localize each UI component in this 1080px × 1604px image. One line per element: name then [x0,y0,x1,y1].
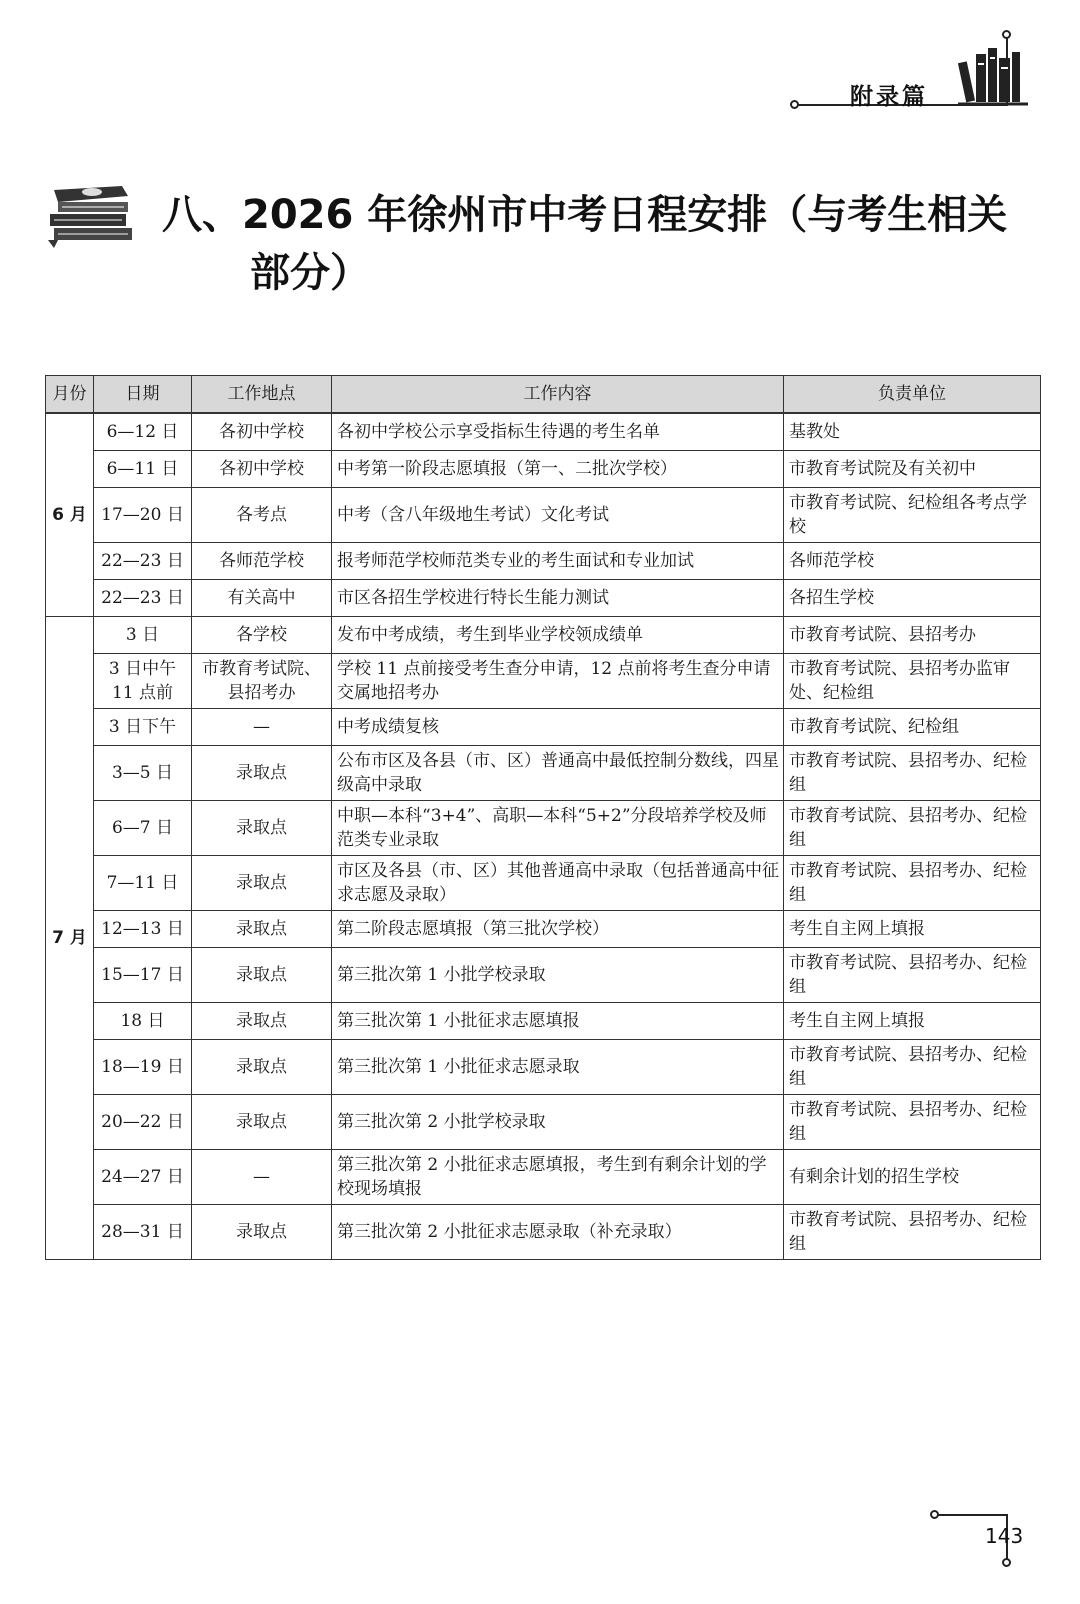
title-line-2: 部分） [250,250,370,296]
unit-cell: 市教育考试院、县招考办监审处、纪检组 [784,654,1041,709]
table-row [46,654,1041,709]
content-cell: 第二阶段志愿填报（第三批次学校） [332,911,784,948]
col-header-unit: 负责单位 [784,376,1041,414]
table-row [46,746,1041,801]
content-cell: 中考成绩复核 [332,709,784,746]
date-cell: 3 日中午 11 点前 [94,654,192,709]
place-cell: 录取点 [192,856,332,911]
place-cell: 有关高中 [192,580,332,617]
place-cell: 录取点 [192,1003,332,1040]
table-row [46,1003,1041,1040]
content-cell: 中职—本科“3+4”、高职—本科“5+2”分段培养学校及师范类专业录取 [332,801,784,856]
col-header-place: 工作地点 [192,376,332,414]
date-cell: 3 日下午 [94,709,192,746]
table-row [46,413,1041,451]
books-icon [958,44,1030,108]
date-cell: 6—11 日 [94,451,192,488]
content-cell: 中考第一阶段志愿填报（第一、二批次学校） [332,451,784,488]
date-cell: 6—7 日 [94,801,192,856]
unit-cell: 各招生学校 [784,580,1041,617]
place-cell: 录取点 [192,911,332,948]
place-cell: 录取点 [192,746,332,801]
table-row [46,1095,1041,1150]
date-cell: 20—22 日 [94,1095,192,1150]
table-row [46,1150,1041,1205]
header-rule-dot [1002,30,1011,39]
footer-rule [936,1514,1006,1516]
content-cell: 发布中考成绩，考生到毕业学校领成绩单 [332,617,784,654]
date-cell: 18 日 [94,1003,192,1040]
date-cell: 7—11 日 [94,856,192,911]
page-number: 143 [985,1524,1024,1548]
place-cell: — [192,709,332,746]
place-cell: 各师范学校 [192,543,332,580]
footer-rule-dot [1002,1558,1011,1567]
place-cell: 录取点 [192,1205,332,1260]
date-cell: 12—13 日 [94,911,192,948]
place-cell: — [192,1150,332,1205]
table-row [46,1205,1041,1260]
content-cell: 各初中学校公示享受指标生待遇的考生名单 [332,413,784,451]
unit-cell: 市教育考试院、县招考办 [784,617,1041,654]
month-cell: 7 月 [46,617,94,1260]
date-cell: 6—12 日 [94,413,192,451]
table-row [46,451,1041,488]
unit-cell: 市教育考试院、县招考办、纪检组 [784,801,1041,856]
table-row [46,543,1041,580]
place-cell: 录取点 [192,1095,332,1150]
content-cell: 市区及各县（市、区）其他普通高中录取（包括普通高中征求志愿及录取） [332,856,784,911]
content-cell: 第三批次第 2 小批学校录取 [332,1095,784,1150]
place-cell: 各学校 [192,617,332,654]
unit-cell: 市教育考试院、县招考办、纪检组 [784,1205,1041,1260]
content-cell: 第三批次第 1 小批学校录取 [332,948,784,1003]
unit-cell: 市教育考试院及有关初中 [784,451,1041,488]
table-header-row [46,376,1041,414]
table-row [46,801,1041,856]
content-cell: 报考师范学校师范类专业的考生面试和专业加试 [332,543,784,580]
content-cell: 中考（含八年级地生考试）文化考试 [332,488,784,543]
content-cell: 第三批次第 2 小批征求志愿录取（补充录取） [332,1205,784,1260]
table-row [46,709,1041,746]
place-cell: 市教育考试院、县招考办 [192,654,332,709]
unit-cell: 市教育考试院、县招考办、纪检组 [784,948,1041,1003]
place-cell: 录取点 [192,1040,332,1095]
table-row [46,1040,1041,1095]
month-cell: 6 月 [46,413,94,617]
table-row [46,948,1041,1003]
unit-cell: 基教处 [784,413,1041,451]
date-cell: 18—19 日 [94,1040,192,1095]
place-cell: 各初中学校 [192,413,332,451]
unit-cell: 考生自主网上填报 [784,911,1041,948]
table-row [46,580,1041,617]
stacked-books-icon [44,180,136,250]
unit-cell: 市教育考试院、县招考办、纪检组 [784,1040,1041,1095]
unit-cell: 市教育考试院、纪检组 [784,709,1041,746]
table-row [46,488,1041,543]
date-cell: 3—5 日 [94,746,192,801]
unit-cell: 市教育考试院、纪检组各考点学校 [784,488,1041,543]
unit-cell: 考生自主网上填报 [784,1003,1041,1040]
place-cell: 录取点 [192,801,332,856]
unit-cell: 市教育考试院、县招考办、纪检组 [784,746,1041,801]
date-cell: 24—27 日 [94,1150,192,1205]
unit-cell: 各师范学校 [784,543,1041,580]
date-cell: 22—23 日 [94,543,192,580]
col-header-content: 工作内容 [332,376,784,414]
place-cell: 录取点 [192,948,332,1003]
table-row [46,911,1041,948]
date-cell: 22—23 日 [94,580,192,617]
col-header-date: 日期 [94,376,192,414]
unit-cell: 市教育考试院、县招考办、纪检组 [784,856,1041,911]
place-cell: 各考点 [192,488,332,543]
date-cell: 3 日 [94,617,192,654]
content-cell: 学校 11 点前接受考生查分申请，12 点前将考生查分申请交属地招考办 [332,654,784,709]
page-title [162,186,1042,302]
content-cell: 第三批次第 1 小批征求志愿填报 [332,1003,784,1040]
schedule-table [45,375,1041,1260]
content-cell: 市区各招生学校进行特长生能力测试 [332,580,784,617]
content-cell: 公布市区及各县（市、区）普通高中最低控制分数线，四星级高中录取 [332,746,784,801]
date-cell: 28—31 日 [94,1205,192,1260]
unit-cell: 市教育考试院、县招考办、纪检组 [784,1095,1041,1150]
col-header-month: 月份 [46,376,94,414]
date-cell: 17—20 日 [94,488,192,543]
footer-rule-dot [930,1510,939,1519]
content-cell: 第三批次第 2 小批征求志愿填报，考生到有剩余计划的学校现场填报 [332,1150,784,1205]
header-rule-dot [790,100,799,109]
content-cell: 第三批次第 1 小批征求志愿录取 [332,1040,784,1095]
table-row [46,617,1041,654]
title-line-1: 八、2026 年徐州市中考日程安排（与考生相关 [162,192,1008,238]
date-cell: 15—17 日 [94,948,192,1003]
section-name: 附录篇 [850,83,928,110]
unit-cell: 有剩余计划的招生学校 [784,1150,1041,1205]
table-row [46,856,1041,911]
place-cell: 各初中学校 [192,451,332,488]
